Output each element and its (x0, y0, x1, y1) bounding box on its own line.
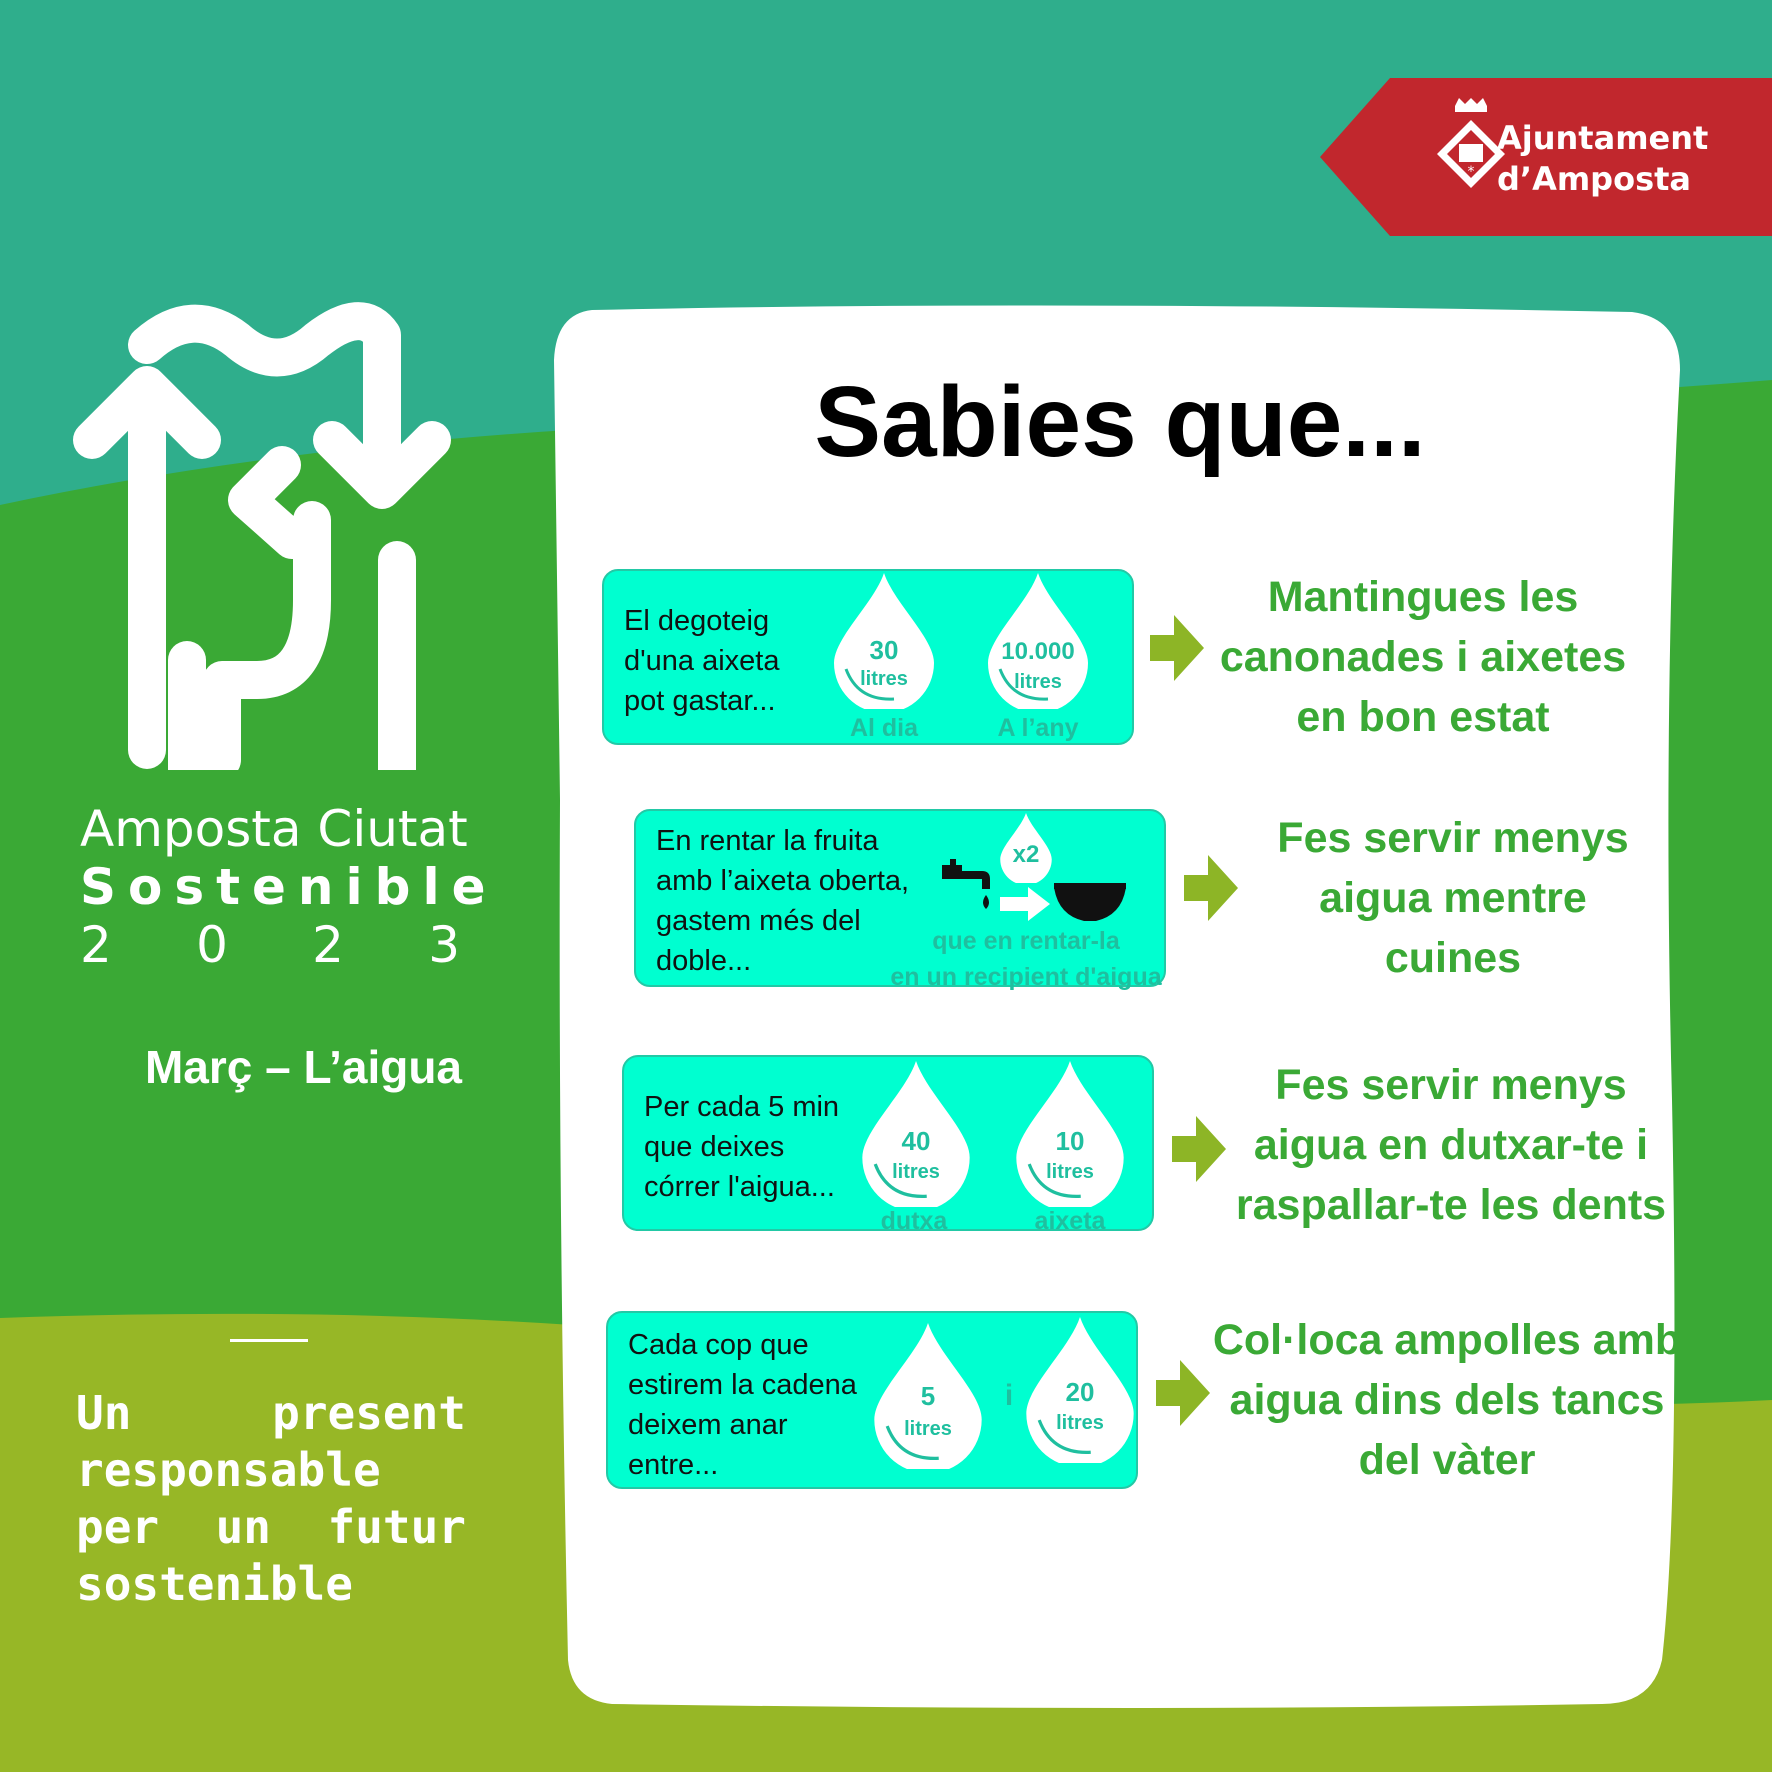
tip-line: aigua en dutxar-te i (1253, 1121, 1649, 1169)
motto-word: responsable (76, 1443, 381, 1497)
drop-unit: litres (1014, 671, 1062, 693)
fact-text-line: estirem la cadena (628, 1369, 857, 1401)
circular-arrows-logo-icon (62, 300, 482, 770)
tip-line: del vàter (1358, 1436, 1536, 1484)
drop-value: 40 (901, 1126, 931, 1156)
caption-line: que en rentar-la (932, 927, 1120, 955)
fact-text-line: El degoteig (624, 605, 770, 637)
fact-text-line: deixem anar (628, 1409, 788, 1441)
motto-word: per (76, 1500, 160, 1554)
fact-caption (886, 923, 1166, 995)
drop-value: 10.000 (1001, 638, 1075, 665)
fact-text-line: córrer l'aigua... (644, 1171, 835, 1203)
water-drop-icon (1016, 1061, 1124, 1207)
drop-caption: aixeta (1034, 1207, 1106, 1235)
drop-value: 5 (920, 1381, 936, 1411)
fact-tip (1222, 1055, 1680, 1235)
water-drop-icon (1000, 813, 1052, 883)
arrow-right-icon (1172, 1116, 1226, 1182)
tip-line: canonades i aixetes (1219, 633, 1627, 681)
motto-line (76, 1385, 466, 1442)
tip-line: cuines (1384, 934, 1522, 982)
fact-text-line: que deixes (644, 1131, 785, 1163)
motto (76, 1385, 466, 1613)
fact-text (656, 821, 909, 981)
ajuntament-line1: Ajuntament (1497, 119, 1709, 157)
fact-text-line: amb l’aixeta oberta, (656, 865, 910, 897)
drop-value: 30 (869, 635, 899, 665)
tip-line: aigua dins dels tancs (1229, 1376, 1665, 1424)
water-drop-icon (1026, 1317, 1134, 1463)
tip-line: Col·loca ampolles amb (1212, 1316, 1682, 1364)
drop-caption: dutxa (880, 1207, 948, 1235)
water-drop-icon (862, 1061, 970, 1207)
tip-line: aigua mentre (1319, 874, 1587, 922)
fact-text-line: pot gastar... (624, 685, 776, 717)
tap-icon (942, 857, 992, 913)
fact-tip (1200, 567, 1646, 747)
drop-unit: litres (904, 1418, 952, 1440)
page-title: Sabies que... (814, 366, 1426, 478)
drop-caption: A l’any (997, 714, 1079, 742)
fact-tip (1228, 808, 1678, 988)
divider (230, 1339, 308, 1342)
water-drop-icon (874, 1323, 982, 1469)
drop-unit: litres (1056, 1412, 1104, 1434)
drop-unit: litres (892, 1161, 940, 1183)
motto-word: Un (76, 1386, 132, 1440)
motto-word: futur (327, 1500, 466, 1554)
year-digit: 2 (312, 916, 344, 974)
year-digit: 2 (80, 916, 112, 974)
drop-value: 20 (1065, 1377, 1095, 1407)
caption-line: en un recipient d'aigua (890, 963, 1162, 991)
month-label: Març – L’aigua (144, 1041, 462, 1093)
bowl-icon (1054, 877, 1126, 925)
water-drop-icon (834, 573, 934, 709)
motto-word: sostenible (76, 1557, 353, 1611)
brand-block (80, 800, 498, 974)
drop-connector: i (1004, 1379, 1014, 1412)
fact-text-line: entre... (628, 1449, 719, 1481)
motto-line (76, 1442, 466, 1499)
motto-line (76, 1556, 466, 1613)
fact-card (622, 1055, 1154, 1235)
fact-card (634, 809, 1166, 991)
water-drop-icon (988, 573, 1088, 709)
motto-word: un (215, 1500, 271, 1554)
fact-text (644, 1087, 839, 1207)
tip-line: Mantingues les (1267, 573, 1579, 621)
fact-card (602, 569, 1134, 745)
year-digit: 0 (196, 916, 228, 974)
motto-word: present (272, 1386, 466, 1440)
fact-tip (1200, 1310, 1694, 1490)
fact-text (624, 601, 780, 721)
fact-text-line: Cada cop que (628, 1329, 809, 1361)
fact-text-line: En rentar la fruita (656, 825, 879, 857)
fact-text (628, 1325, 857, 1485)
tip-line: raspallar-te les dents (1235, 1181, 1667, 1229)
arrow-right-icon (1000, 887, 1050, 921)
brand-line2: Sostenible (80, 858, 498, 916)
ajuntament-name (1497, 118, 1767, 200)
brand-line1: Amposta Ciutat (80, 800, 468, 858)
tip-line: Fes servir menys (1277, 814, 1629, 862)
drop-unit: litres (1046, 1161, 1094, 1183)
brand-year (80, 916, 460, 974)
svg-text:*: * (1467, 164, 1475, 180)
drop-unit: litres (860, 668, 908, 690)
motto-line (76, 1499, 466, 1556)
fact-text-line: doble... (656, 945, 752, 977)
fact-text-line: gastem més del (656, 905, 861, 937)
drop-caption: Al dia (849, 714, 919, 742)
fact-card (606, 1311, 1138, 1489)
drop-value: 10 (1055, 1126, 1085, 1156)
fact-text-line: Per cada 5 min (644, 1091, 840, 1123)
multiplier-badge: x2 (1012, 841, 1040, 868)
fact-text-line: d'una aixeta (624, 645, 780, 677)
arrow-right-icon (1150, 615, 1204, 681)
content-panel (552, 300, 1684, 1712)
year-digit: 3 (428, 916, 460, 974)
tip-line: en bon estat (1296, 693, 1550, 741)
ajuntament-line2: d’Amposta (1497, 160, 1691, 198)
tip-line: Fes servir menys (1275, 1061, 1627, 1109)
